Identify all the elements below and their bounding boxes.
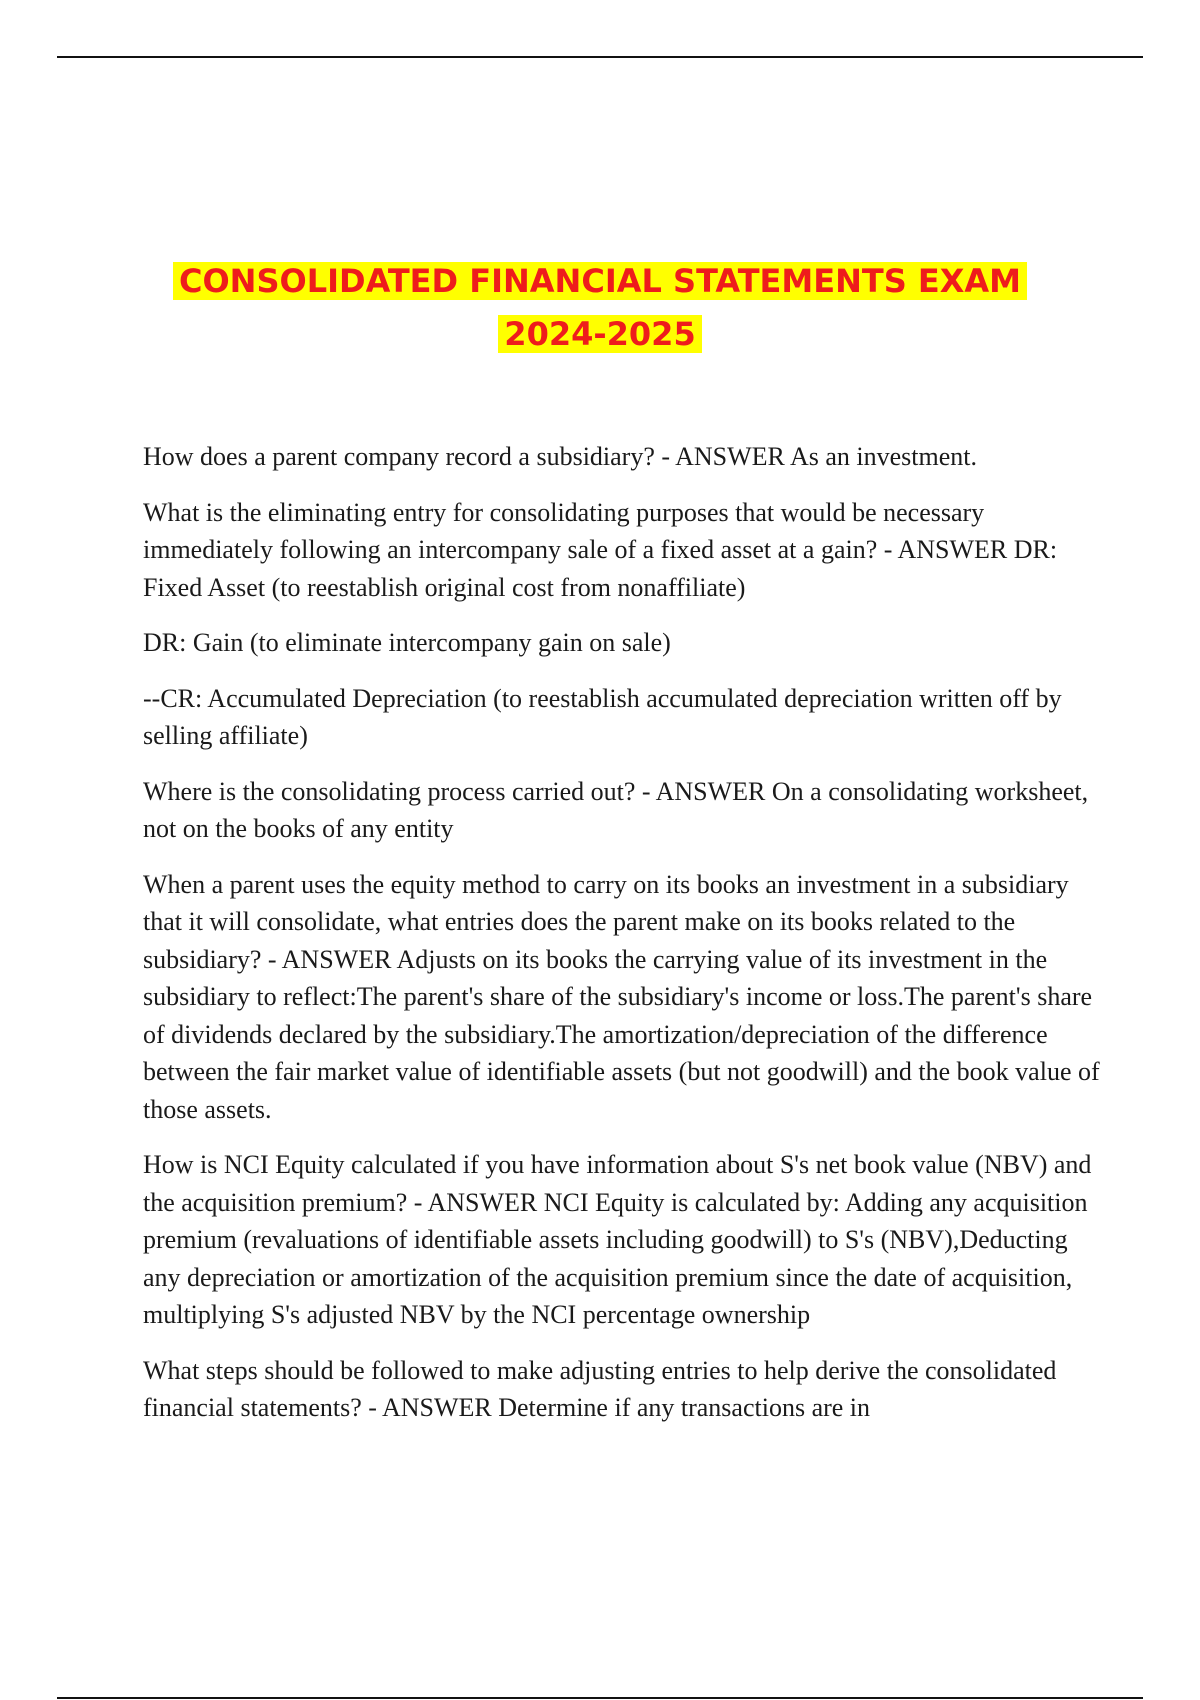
footer-rule xyxy=(57,1697,1143,1699)
paragraph: DR: Gain (to eliminate intercompany gain on sale) xyxy=(143,628,671,657)
document-title xyxy=(0,255,1200,361)
paragraph: What is the eliminating entry for consolidating purposes that would be necessary immediately following an intercompany sale of a fixed asset at a gain? - ANSWER DR: Fixed Asset (to reestablish original cost from nonaffiliate) xyxy=(143,497,1058,602)
paragraph: How is NCI Equity calculated if you have information about S's net book value (NBV) and the acquisition premium? - ANSWER NCI Equity is calculated by: Adding any acquisition premium (revaluations of identifiable assets including goodwill) to S's (NBV),Deducting any depreciation or amortization of the acquisition premium since the date of acquisition, multiplying S's adjusted NBV by the NCI percentage ownership xyxy=(143,1150,1092,1329)
header-rule xyxy=(57,56,1143,58)
title-line-1: CONSOLIDATED FINANCIAL STATEMENTS EXAM xyxy=(173,262,1027,300)
title-line-2: 2024-2025 xyxy=(498,315,701,353)
document-body xyxy=(143,438,1103,1445)
paragraph: When a parent uses the equity method to carry on its books an investment in a subsidiary that it will consolidate, what entries does the parent make on its books related to the subsidiary? - ANSWER Adjusts on its books the carrying value of its investment in the subsidiary to reflect:The parent's share of the subsidiary's income or loss.The parent's share of dividends declared by the subsidiary.The amortization/depreciation of the difference between the fair market value of identifiable assets (but not goodwill) and the book value of those assets. xyxy=(143,869,1100,1124)
paragraph: --CR: Accumulated Depreciation (to reestablish accumulated depreciation written off by selling affiliate) xyxy=(143,683,1062,750)
paragraph: What steps should be followed to make adjusting entries to help derive the consolidated financial statements? - ANSWER Determine if any transactions are in xyxy=(143,1355,1057,1422)
paragraph: How does a parent company record a subsidiary? - ANSWER As an investment. xyxy=(143,442,977,471)
paragraph: Where is the consolidating process carried out? - ANSWER On a consolidating worksheet, not on the books of any entity xyxy=(143,776,1089,843)
